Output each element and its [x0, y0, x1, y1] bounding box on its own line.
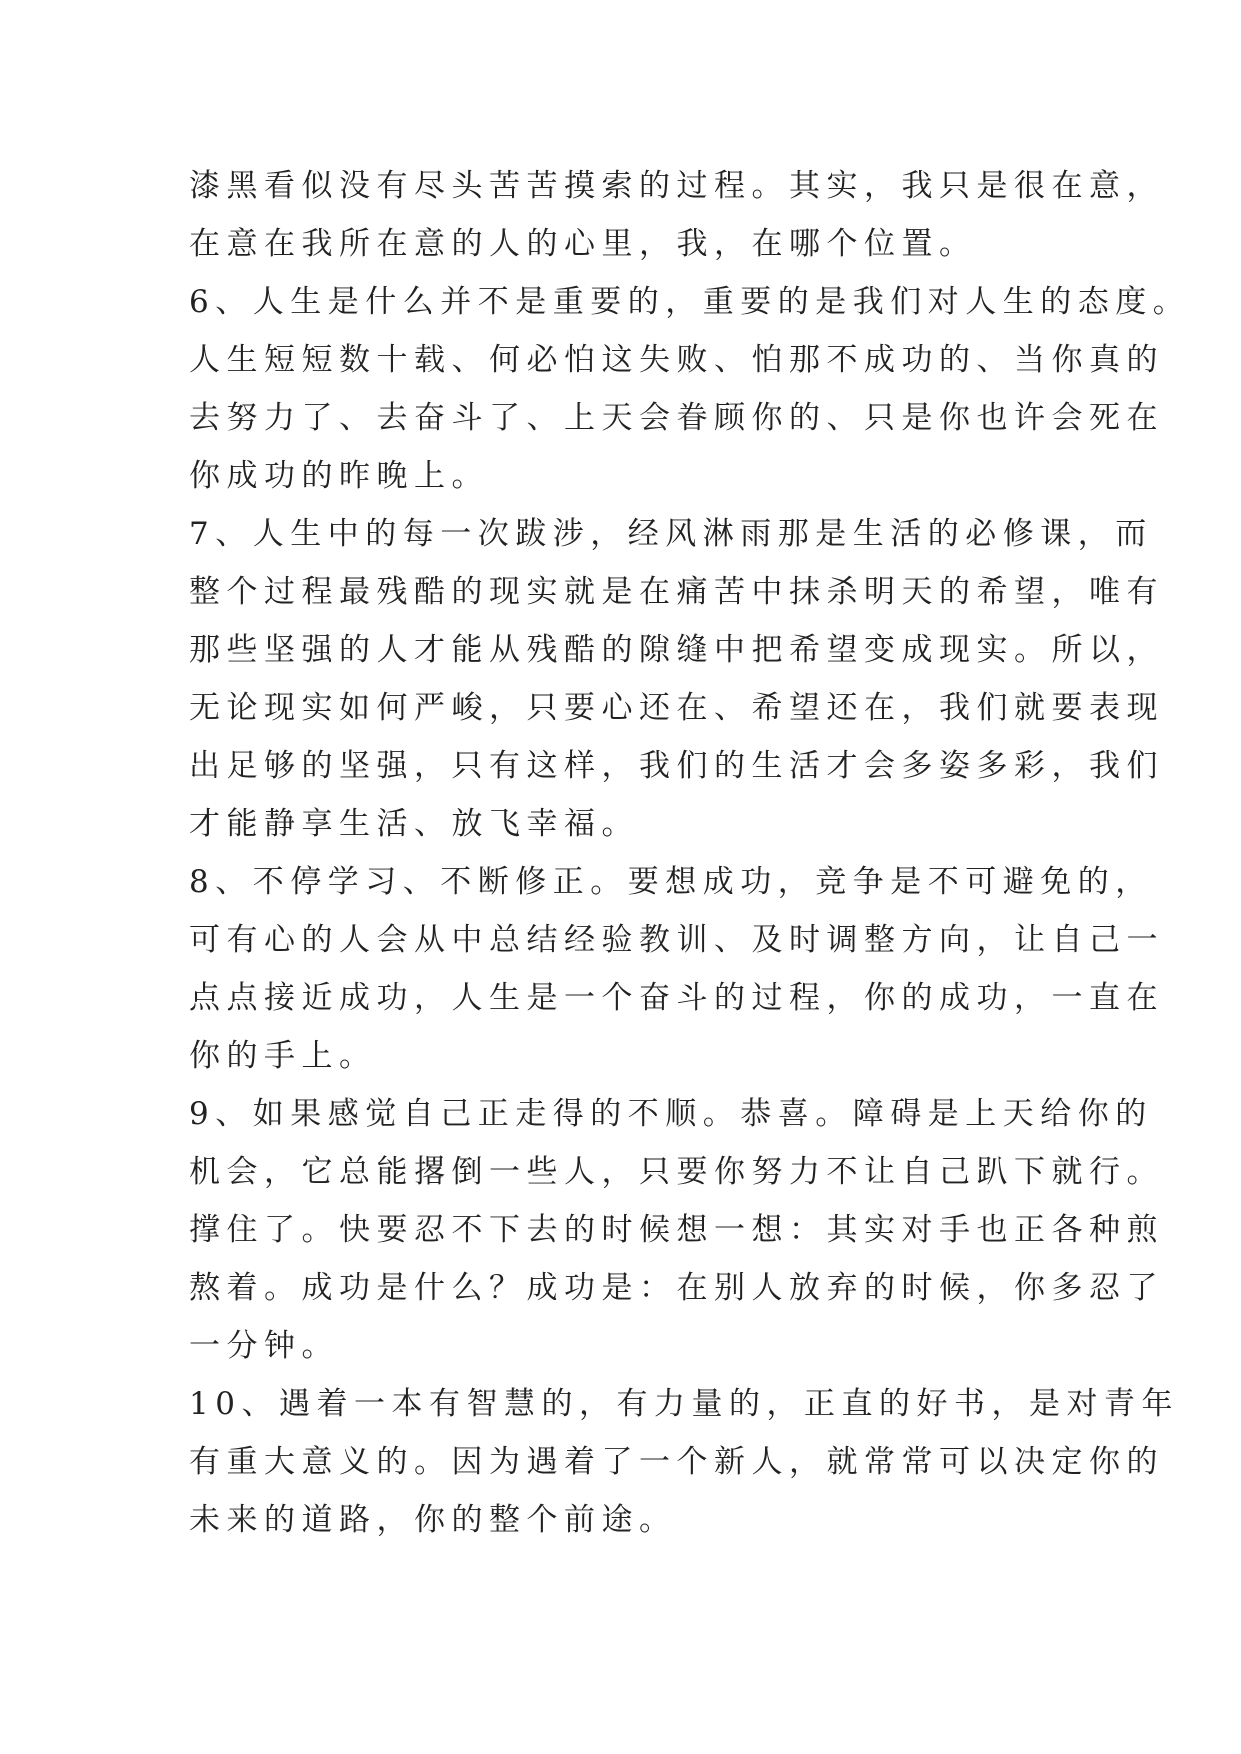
text-line: 点点接近成功，人生是一个奋斗的过程，你的成功，一直在 — [189, 980, 1164, 1016]
text-line: 8、不停学习、不断修正。要想成功，竞争是不可避免的， — [189, 864, 1153, 900]
text-line: 一分钟。 — [189, 1328, 339, 1364]
text-line: 漆黑看似没有尽头苦苦摸索的过程。其实，我只是很在意， — [189, 168, 1164, 204]
text-line: 7、人生中的每一次跋涉，经风淋雨那是生活的必修课，而 — [189, 516, 1153, 552]
text-line: 熬着。成功是什么？成功是：在别人放弃的时候，你多忍了 — [189, 1270, 1164, 1306]
text-line: 未来的道路，你的整个前途。 — [189, 1502, 677, 1538]
text-line: 有重大意义的。因为遇着了一个新人，就常常可以决定你的 — [189, 1444, 1164, 1480]
text-line: 才能静享生活、放飞幸福。 — [189, 806, 639, 842]
body-text — [189, 157, 1191, 1549]
text-line: 整个过程最残酷的现实就是在痛苦中抹杀明天的希望，唯有 — [189, 574, 1164, 610]
text-line: 人生短短数十载、何必怕这失败、怕那不成功的、当你真的 — [189, 342, 1164, 378]
text-line: 10、遇着一本有智慧的，有力量的，正直的好书，是对青年 — [189, 1386, 1179, 1422]
text-line: 可有心的人会从中总结经验教训、及时调整方向，让自己一 — [189, 922, 1164, 958]
text-line: 撑住了。快要忍不下去的时候想一想：其实对手也正各种煎 — [189, 1212, 1164, 1248]
text-line: 机会，它总能撂倒一些人，只要你努力不让自己趴下就行。 — [189, 1154, 1164, 1190]
text-line: 无论现实如何严峻，只要心还在、希望还在，我们就要表现 — [189, 690, 1164, 726]
text-line: 那些坚强的人才能从残酷的隙缝中把希望变成现实。所以， — [189, 632, 1164, 668]
text-line: 你成功的昨晚上。 — [189, 458, 489, 494]
text-line: 出足够的坚强，只有这样，我们的生活才会多姿多彩，我们 — [189, 748, 1164, 784]
text-line: 去努力了、去奋斗了、上天会眷顾你的、只是你也许会死在 — [189, 400, 1164, 436]
text-line: 你的手上。 — [189, 1038, 377, 1074]
text-line: 9、如果感觉自己正走得的不顺。恭喜。障碍是上天给你的 — [189, 1096, 1153, 1132]
text-line: 在意在我所在意的人的心里，我，在哪个位置。 — [189, 226, 977, 262]
text-line: 6、人生是什么并不是重要的，重要的是我们对人生的态度。 — [189, 284, 1191, 320]
